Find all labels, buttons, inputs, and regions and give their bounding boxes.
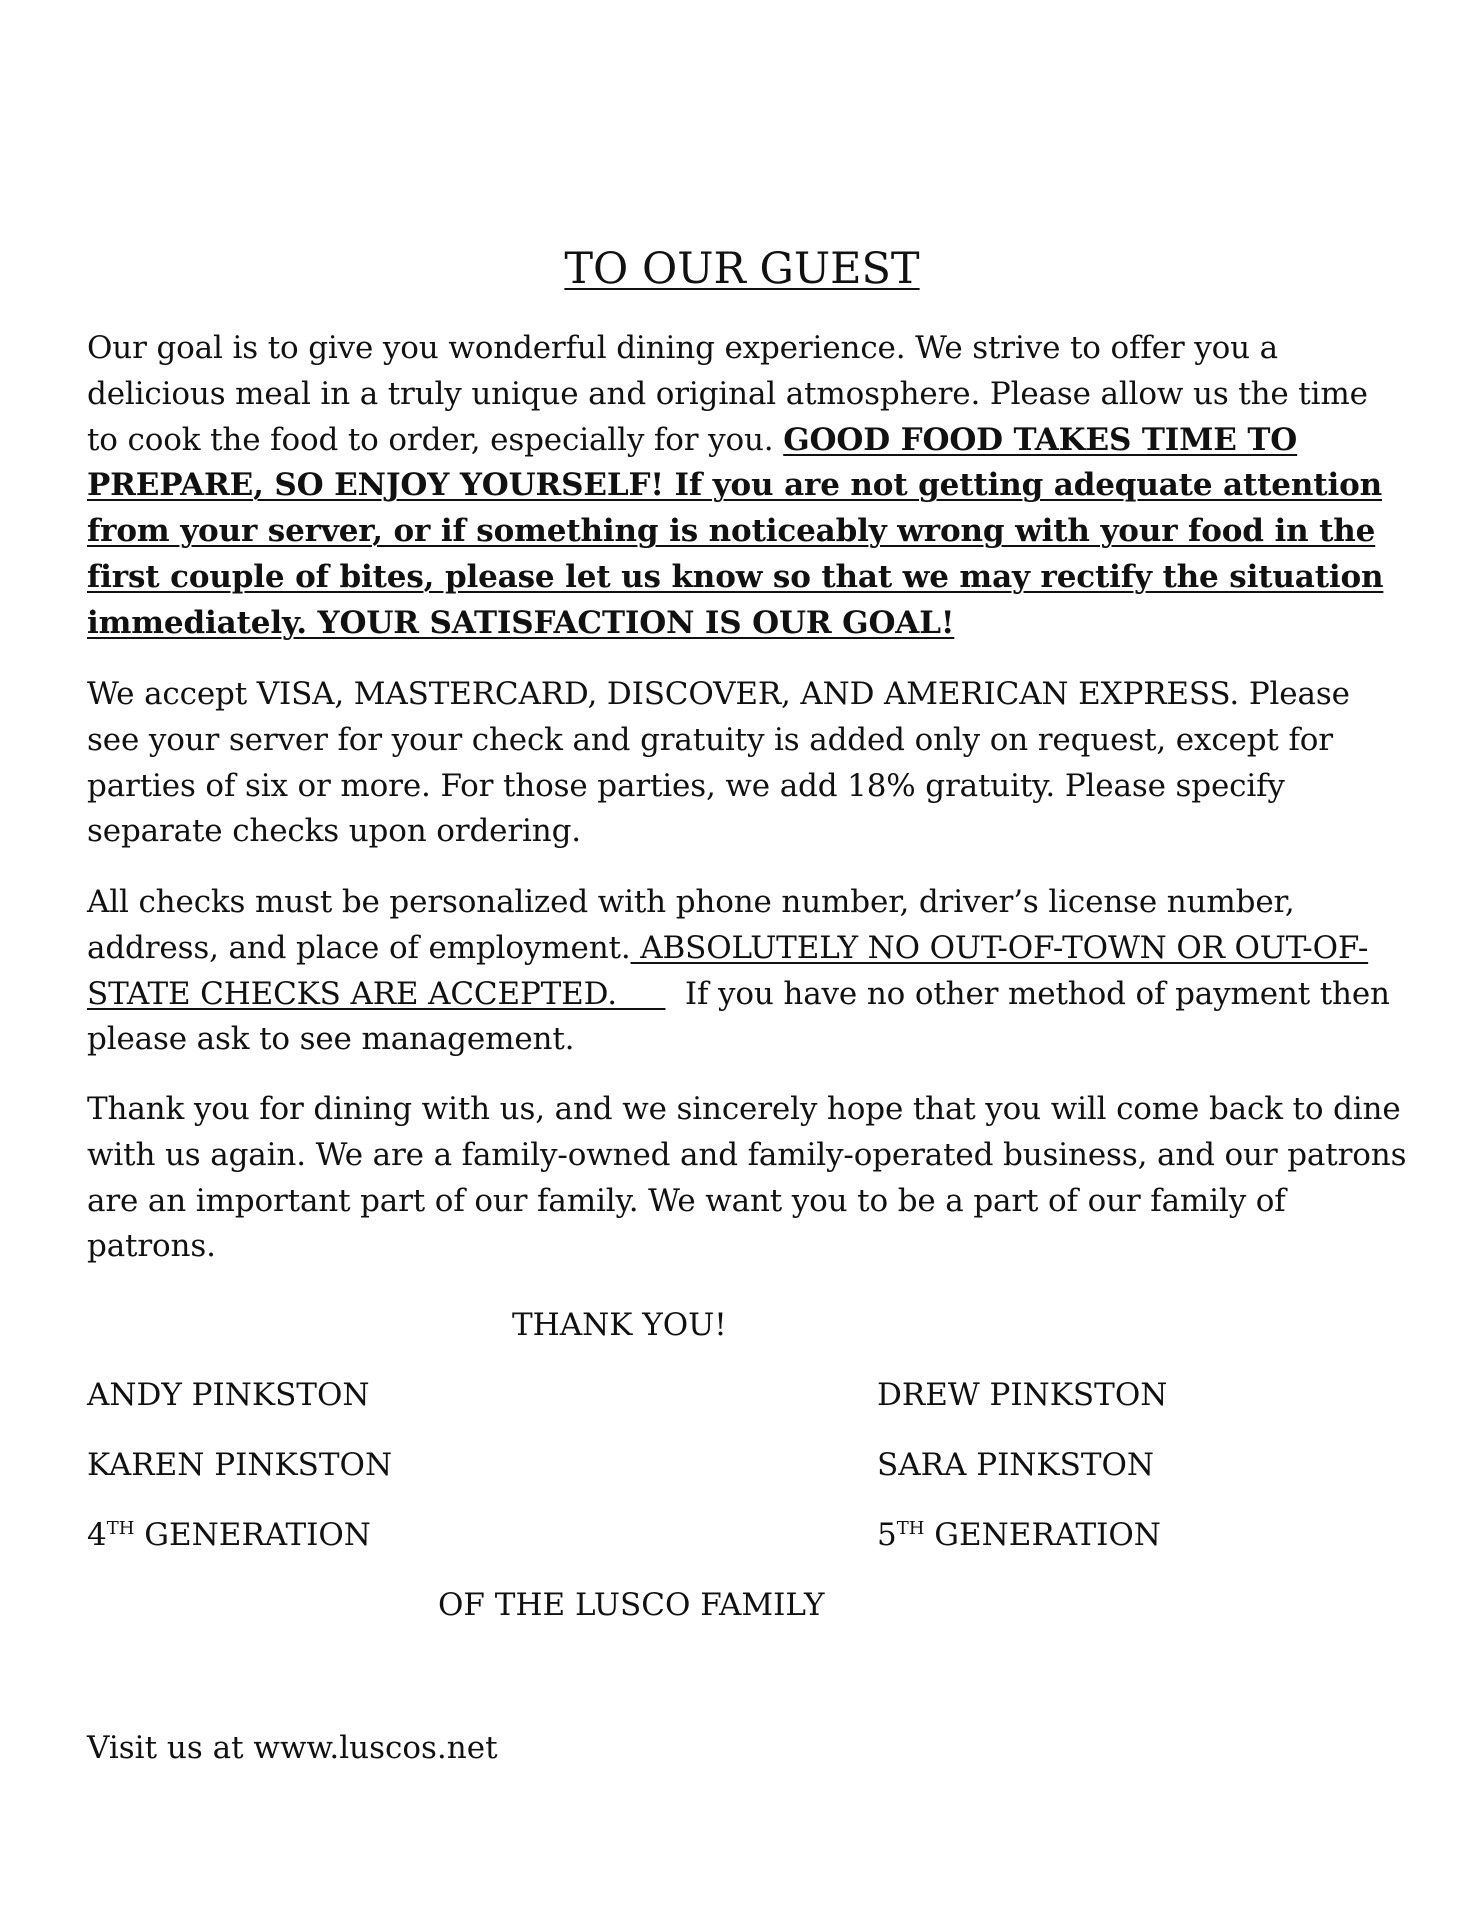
checks-outro-text: If you have no other method of payment then please ask to see management. (87, 975, 1400, 1058)
generation-5-suffix: TH (896, 1518, 925, 1539)
signature-karen: KAREN PINKSTON (87, 1447, 393, 1483)
checks-intro-text: All checks must be personalized with phone number, driver’s license number, address, and place of employment. (87, 884, 1295, 966)
website-line: Visit us at www.luscos.net (87, 1730, 498, 1766)
welcome-paragraph (87, 326, 1407, 647)
generation-5-number: 5 (877, 1517, 897, 1553)
thank-you-paragraph: Thank you for dining with us, and we sincerely hope that you will come back to dine with us again. We are a family-owned and family-operated business, and our patrons are an important part of our family. We want you to be a part of our family of patrons. (87, 1091, 1407, 1265)
payment-paragraph: We accept VISA, MASTERCARD, DISCOVER, AND AMERICAN EXPRESS. Please see your server for your check and gratuity is added only on request, except for parties of six or more. For those parties, we add 18% gratuity. Please specify separate checks upon ordering. (87, 676, 1350, 850)
welcome-intro-text: Our goal is to give you wonderful dining experience. We strive to offer you a delicious meal in a truly unique and original atmosphere. Please allow us the time to cook the food to order, especially for you. (87, 330, 1368, 458)
checks-warning-text: ABSOLUTELY NO OUT-OF-TOWN OR OUT-OF-STATE CHECKS ARE ACCEPTED. (87, 929, 1369, 1012)
generation-4-number: 4 (87, 1517, 107, 1553)
signature-drew: DREW PINKSTON (877, 1377, 1168, 1413)
welcome-emphasis-text: GOOD FOOD TAKES TIME TO PREPARE, SO ENJOY YOURSELF! If you are not getting adequate attention from your server, or if something is noticeably wrong with your food in the first couple of bites, please let us know so that we may rectify the situation immediately. YOUR SATISFACTION IS OUR GOAL! (87, 421, 1384, 641)
signature-sara: SARA PINKSTON (877, 1447, 1155, 1483)
generation-5-label (877, 1515, 1161, 1555)
generation-4-text: GENERATION (134, 1517, 371, 1553)
generation-5-text: GENERATION (924, 1517, 1161, 1553)
thank-you-heading: THANK YOU! (512, 1307, 727, 1343)
generation-4-label (87, 1515, 371, 1555)
generation-4-suffix: TH (106, 1518, 135, 1539)
family-line: OF THE LUSCO FAMILY (438, 1587, 825, 1623)
checks-paragraph (87, 880, 1407, 1063)
signature-andy: ANDY PINKSTON (87, 1377, 370, 1413)
page-title: TO OUR GUEST (564, 244, 920, 294)
